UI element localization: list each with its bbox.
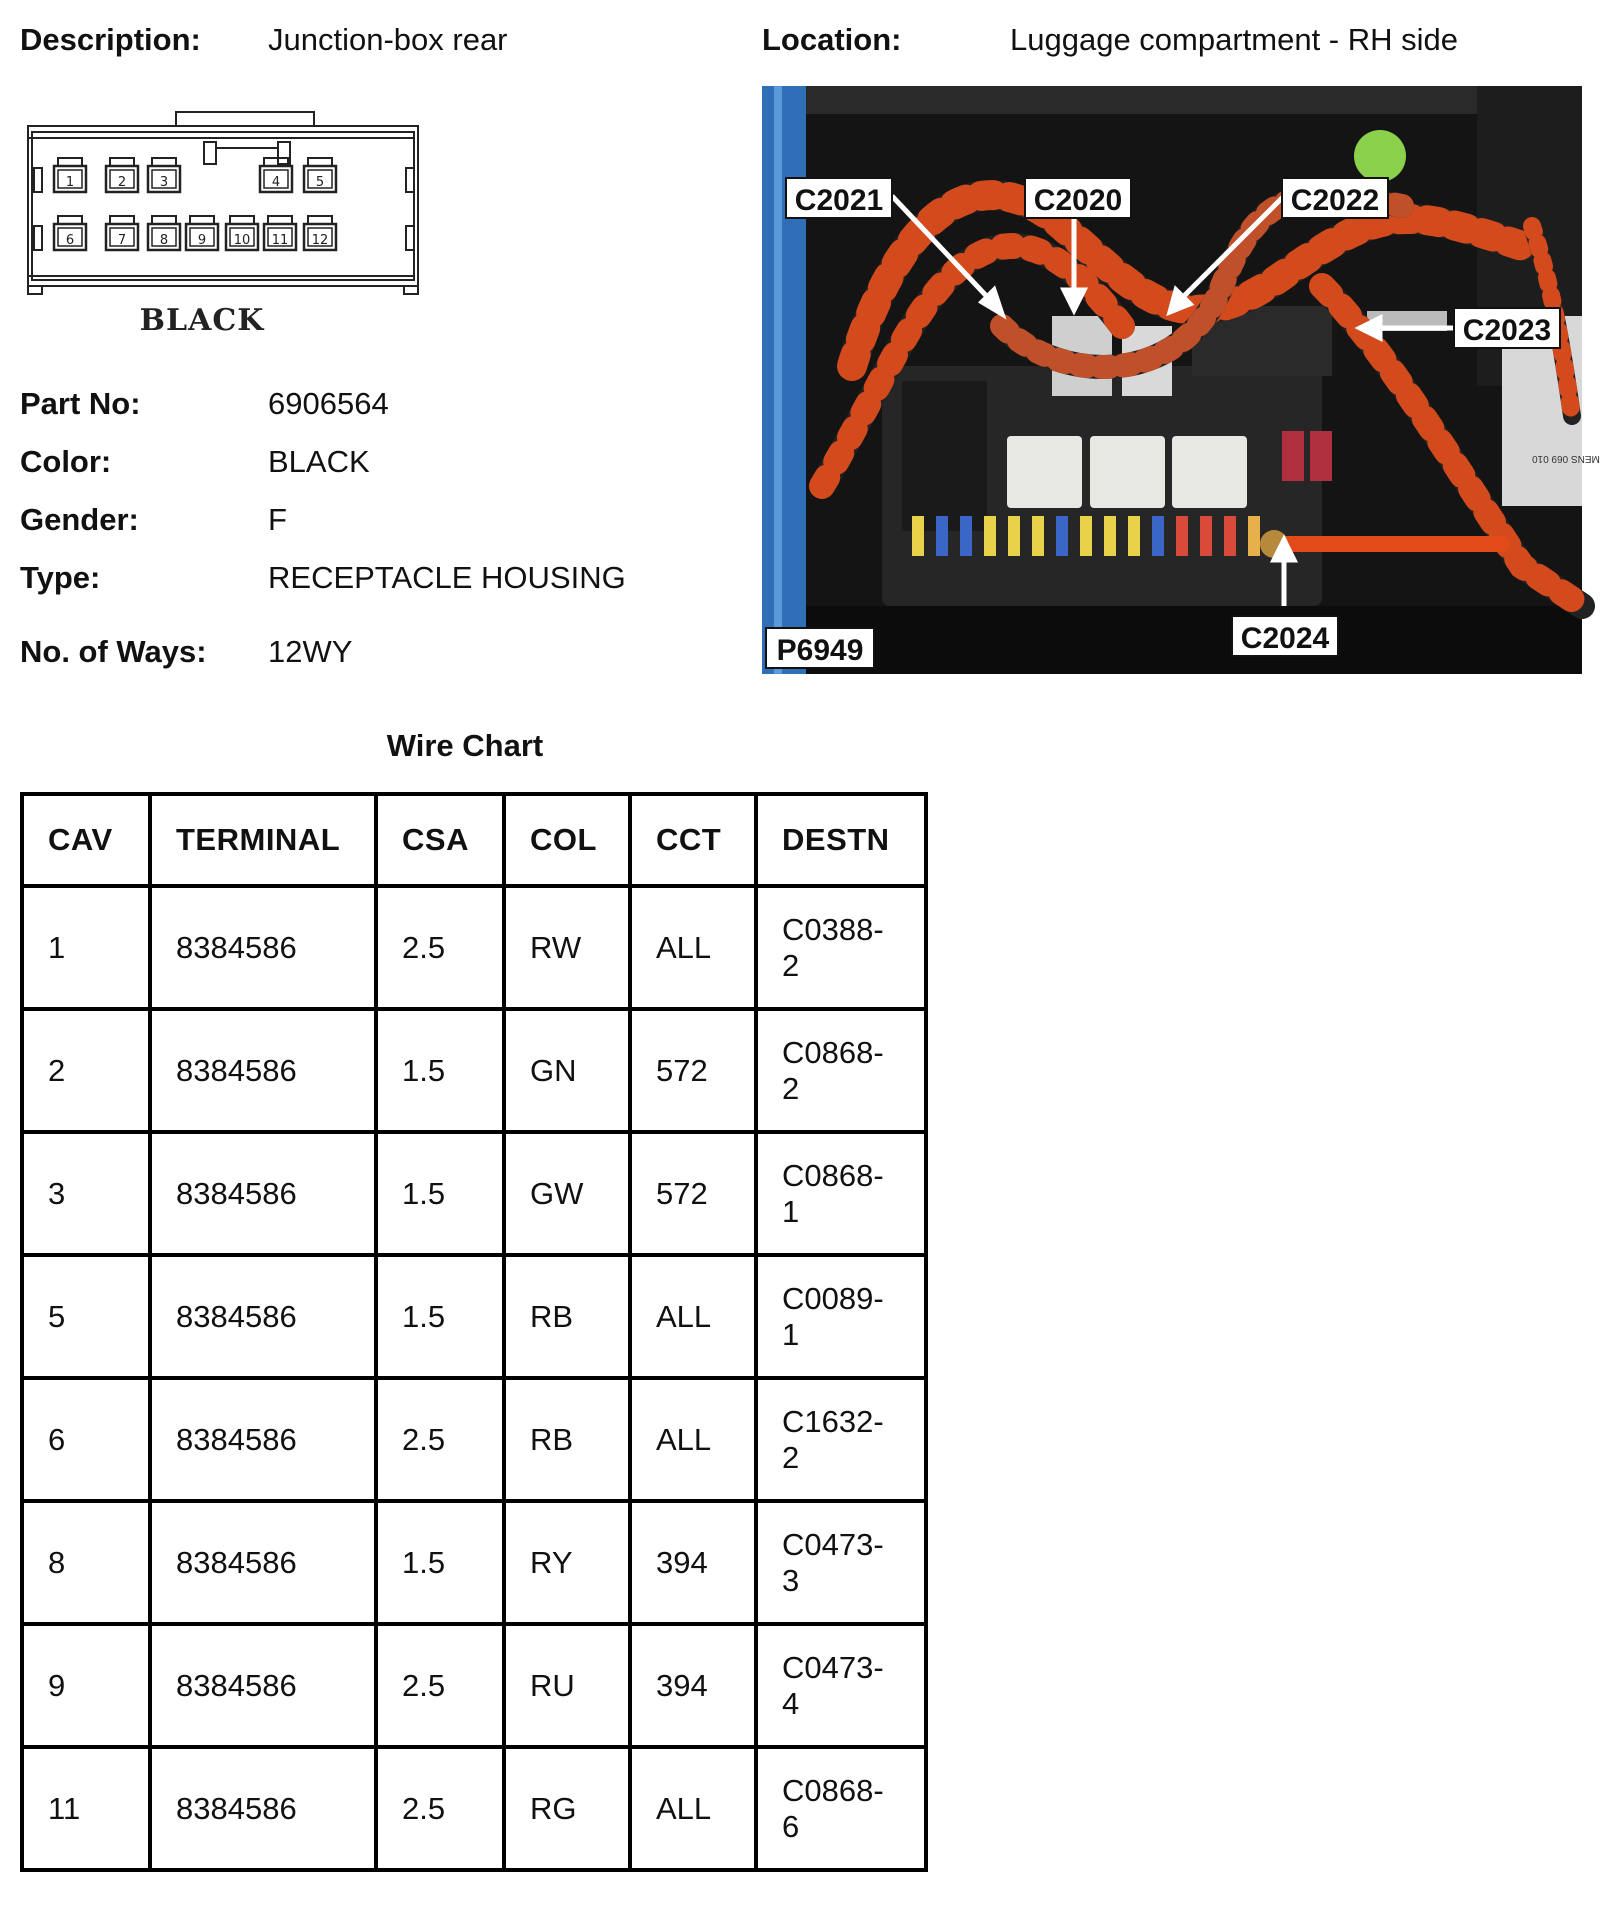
fuse <box>1008 516 1020 556</box>
cell-col: RB <box>504 1255 630 1378</box>
connector-color-label: BLACK <box>139 303 265 338</box>
cell-terminal: 8384586 <box>150 1378 376 1501</box>
connector-pin <box>226 216 258 250</box>
fuse <box>912 516 924 556</box>
connector-pin <box>304 158 336 192</box>
connector-pin <box>54 216 86 250</box>
cell-terminal: 8384586 <box>150 886 376 1009</box>
destn-connector: C0473- <box>782 1526 884 1562</box>
location-label: Location: <box>762 22 902 57</box>
callout-c2024: C2024 <box>1240 622 1330 655</box>
table-row <box>22 886 926 1009</box>
cell-col: RW <box>504 886 630 1009</box>
cell-cct: ALL <box>630 886 756 1009</box>
fuse <box>1032 516 1044 556</box>
destn-pin: 4 <box>782 1685 800 1721</box>
fuse <box>1080 516 1092 556</box>
callout-c2020: C2020 <box>1033 184 1123 217</box>
connector-pin-number: 2 <box>117 175 127 190</box>
part-no-value: 6906564 <box>268 386 389 421</box>
connector-pin-number: 7 <box>117 233 127 248</box>
destn-pin: 1 <box>782 1316 800 1352</box>
connector-pin-number: 5 <box>315 175 325 190</box>
connector-pin-number: 8 <box>159 233 169 248</box>
wire-chart-table <box>20 792 928 1872</box>
header-cav: CAV <box>22 794 150 886</box>
connector-pin <box>304 216 336 250</box>
fuse <box>1176 516 1188 556</box>
description-label: Description: <box>20 22 201 57</box>
destn-pin: 6 <box>782 1808 800 1844</box>
connector-pin <box>264 216 296 250</box>
fuse <box>936 516 948 556</box>
cell-destn <box>756 1378 926 1501</box>
header-col: COL <box>504 794 630 886</box>
color-value: BLACK <box>268 444 370 479</box>
table-row <box>22 1132 926 1255</box>
cell-cct: 572 <box>630 1009 756 1132</box>
fuse <box>1056 516 1068 556</box>
table-row <box>22 1747 926 1870</box>
description-value: Junction-box rear <box>268 22 508 57</box>
cell-terminal: 8384586 <box>150 1624 376 1747</box>
table-row <box>22 1624 926 1747</box>
destn-connector: C0473- <box>782 1649 884 1685</box>
cell-cav: 8 <box>22 1501 150 1624</box>
destn-pin: 3 <box>782 1562 800 1598</box>
cell-cav: 2 <box>22 1009 150 1132</box>
type-value: RECEPTACLE HOUSING <box>268 560 626 595</box>
wire-chart-title: Wire Chart <box>386 728 544 763</box>
fuse <box>1200 516 1212 556</box>
location-value: Luggage compartment - RH side <box>1010 22 1459 57</box>
table-row <box>22 1378 926 1501</box>
destn-connector: C0388- <box>782 911 884 947</box>
destn-connector: C0868- <box>782 1772 884 1808</box>
table-row <box>22 1501 926 1624</box>
cell-csa: 2.5 <box>376 1624 504 1747</box>
cell-destn <box>756 1747 926 1870</box>
cell-destn <box>756 1132 926 1255</box>
header-destn: DESTN <box>756 794 926 886</box>
connector-pin-number: 11 <box>271 233 289 248</box>
gender-label: Gender: <box>20 502 139 537</box>
destn-connector: C1632- <box>782 1403 884 1439</box>
pins-top-row <box>54 158 336 192</box>
cell-destn <box>756 886 926 1009</box>
ways-label: No. of Ways: <box>20 634 207 669</box>
fuse <box>1224 516 1236 556</box>
sticker-text: MENS 069 010 <box>1532 453 1600 464</box>
header-cct: CCT <box>630 794 756 886</box>
destn-pin: 2 <box>782 1070 800 1106</box>
table-row <box>22 1255 926 1378</box>
cell-col: GW <box>504 1132 630 1255</box>
color-label: Color: <box>20 444 112 479</box>
connector-pin-number: 4 <box>271 175 281 190</box>
connector-pin-number: 10 <box>233 233 251 248</box>
cell-cct: 394 <box>630 1501 756 1624</box>
type-label: Type: <box>20 560 101 595</box>
callout-c2021: C2021 <box>794 184 884 217</box>
destn-connector: C0089- <box>782 1280 884 1316</box>
cell-cct: ALL <box>630 1378 756 1501</box>
connector-pin <box>186 216 218 250</box>
cell-cav: 9 <box>22 1624 150 1747</box>
photo-id: P6949 <box>776 634 864 667</box>
destn-connector: C0868- <box>782 1034 884 1070</box>
cell-col: GN <box>504 1009 630 1132</box>
fuse <box>1152 516 1164 556</box>
cell-col: RU <box>504 1624 630 1747</box>
destn-pin: 2 <box>782 1439 800 1475</box>
ways-value: 12WY <box>268 634 353 669</box>
location-photo <box>762 86 1600 674</box>
cell-cct: 572 <box>630 1132 756 1255</box>
cell-csa: 1.5 <box>376 1501 504 1624</box>
cell-cav: 11 <box>22 1747 150 1870</box>
cell-destn <box>756 1009 926 1132</box>
connector-pin-number: 1 <box>65 175 75 190</box>
fuse <box>1248 516 1260 556</box>
cell-cav: 1 <box>22 886 150 1009</box>
callout-c2023: C2023 <box>1462 314 1552 347</box>
connector-pin-number: 3 <box>159 175 169 190</box>
cell-col: RY <box>504 1501 630 1624</box>
fuse <box>1128 516 1140 556</box>
cell-csa: 1.5 <box>376 1132 504 1255</box>
connector-pin <box>148 216 180 250</box>
cell-terminal: 8384586 <box>150 1255 376 1378</box>
header-terminal: TERMINAL <box>150 794 376 886</box>
fuse <box>1104 516 1116 556</box>
table-header-row <box>22 794 926 886</box>
connector-pin-number: 6 <box>65 233 75 248</box>
cell-cct: ALL <box>630 1747 756 1870</box>
header-csa: CSA <box>376 794 504 886</box>
fuse <box>960 516 972 556</box>
connector-pin <box>54 158 86 192</box>
destn-pin: 1 <box>782 1193 800 1229</box>
cell-cav: 5 <box>22 1255 150 1378</box>
fuse <box>984 516 996 556</box>
pins-bottom-row <box>54 216 336 250</box>
cell-csa: 1.5 <box>376 1255 504 1378</box>
cell-cct: 394 <box>630 1624 756 1747</box>
destn-pin: 2 <box>782 947 800 983</box>
connector-pin-number: 9 <box>197 233 207 248</box>
cell-col: RB <box>504 1378 630 1501</box>
connector-pin <box>106 158 138 192</box>
cell-terminal: 8384586 <box>150 1132 376 1255</box>
destn-connector: C0868- <box>782 1157 884 1193</box>
connector-pin-number: 12 <box>311 233 329 248</box>
cell-col: RG <box>504 1747 630 1870</box>
cell-csa: 1.5 <box>376 1009 504 1132</box>
part-no-label: Part No: <box>20 386 141 421</box>
cell-destn <box>756 1255 926 1378</box>
cell-csa: 2.5 <box>376 1378 504 1501</box>
cell-destn <box>756 1624 926 1747</box>
connector-pin <box>106 216 138 250</box>
cell-terminal: 8384586 <box>150 1747 376 1870</box>
cell-cav: 6 <box>22 1378 150 1501</box>
cell-csa: 2.5 <box>376 1747 504 1870</box>
connector-pin <box>260 158 292 192</box>
table-row <box>22 1009 926 1132</box>
cell-cav: 3 <box>22 1132 150 1255</box>
cell-terminal: 8384586 <box>150 1009 376 1132</box>
cell-cct: ALL <box>630 1255 756 1378</box>
callout-c2022: C2022 <box>1290 184 1380 217</box>
fuse-row <box>912 516 1260 556</box>
cell-terminal: 8384586 <box>150 1501 376 1624</box>
cell-destn <box>756 1501 926 1624</box>
cell-csa: 2.5 <box>376 886 504 1009</box>
connector-face-diagram <box>24 108 424 340</box>
gender-value: F <box>268 502 287 537</box>
connector-pin <box>148 158 180 192</box>
